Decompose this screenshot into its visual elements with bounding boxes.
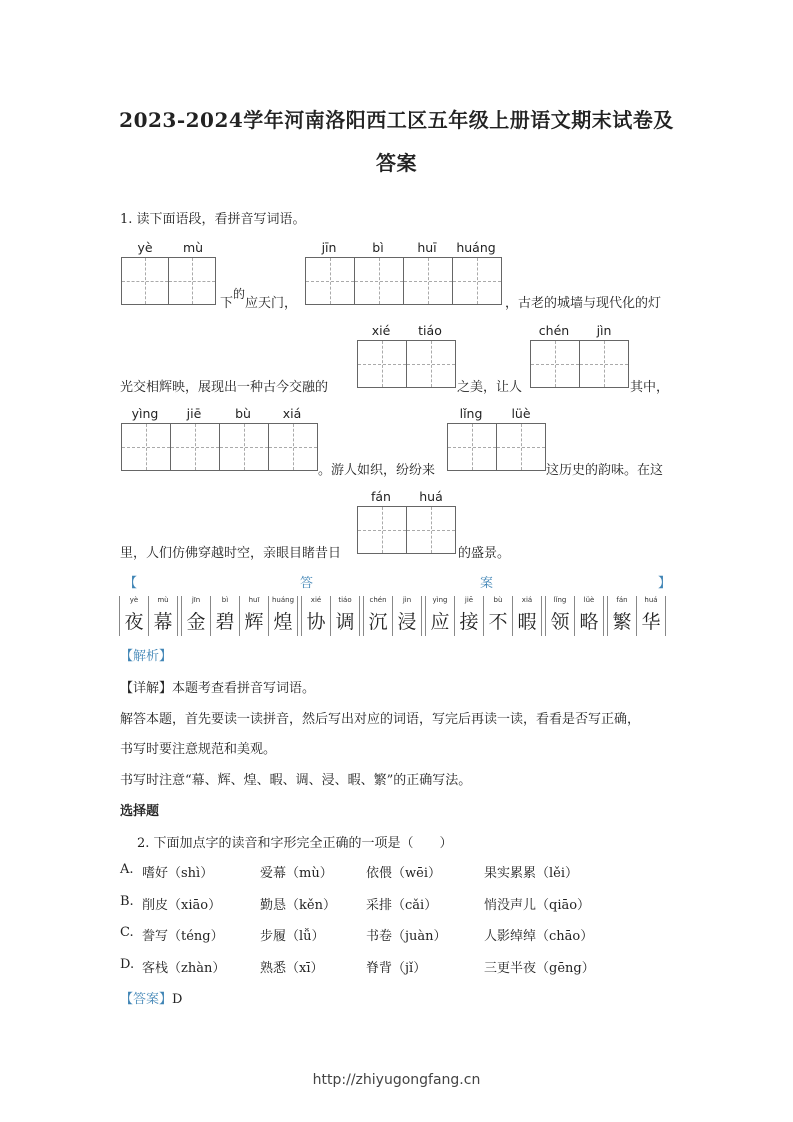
answer-character: 应 [426,608,454,636]
answer-pinyin: tiáo [338,596,352,604]
pinyin: jìn [596,323,612,338]
footer-url: http://zhiyugongfang.cn [312,1072,481,1088]
question-1-prompt: 1. 读下面语段，看拼音写词语。 [120,212,306,227]
option-letter[interactable]: C. [120,925,134,940]
answer-cell [636,596,666,636]
answer-cell [574,596,604,636]
answer-character: 幕 [149,608,177,636]
pinyin: xié [371,323,391,338]
option-item: 勤恳（kěn） [260,898,336,913]
option-item: 三更半夜（gēng） [484,961,595,976]
answer-label: 答 [300,576,314,591]
answer-pinyin: huī [248,596,260,604]
pinyin: xiá [282,406,302,421]
answer-character: 沉 [364,608,392,636]
pinyin: huá [419,489,443,504]
option-letter[interactable]: A. [120,862,134,877]
option-item: 嗜好（shì） [142,866,214,881]
option-item: 依偎（wēi） [366,866,441,881]
option-item: 悄没声儿（qiāo） [484,898,591,913]
text: 。游人如织，纷纷来 [318,463,436,478]
text: 里，人们仿佛穿越时空，亲眼目睹昔日 [120,546,342,561]
answer-character: 调 [331,608,359,636]
answer-pinyin: xiá [521,596,533,604]
answer-cell [268,596,298,636]
analysis-label: 【解析】 [120,649,173,664]
answer-pinyin: fán [616,596,628,604]
answer-pinyin: mù [157,596,169,604]
answer-pinyin: lǐng [553,596,567,604]
answer-pinyin: huá [644,596,658,604]
detail-line: 书写时要注意规范和美观。 [120,742,277,757]
answer-pinyin: jiē [464,596,474,604]
text: 应天门， [245,296,298,311]
option-item: 客栈（zhàn） [142,961,226,976]
answer-2 [120,988,182,1007]
pinyin: yè [137,240,153,255]
answer-label: 案 [480,576,494,591]
answer-word-group [546,596,604,636]
answer-cell [148,596,178,636]
detail-line: 解答本题，首先要读一读拼音，然后写出对应的词语，写完后再读一读，看看是否写正确， [120,712,641,727]
answer-character: 夜 [120,608,148,636]
answer-character: 暇 [513,608,541,636]
writing-grid-7[interactable] [357,506,456,554]
answer-pinyin: xié [310,596,322,604]
answer-character: 协 [302,608,330,636]
option-item: 书卷（juàn） [366,929,447,944]
answer-cell [607,596,637,636]
pinyin: lǐng [459,406,483,421]
answer-bracket-right: 】 [658,576,672,591]
text: 光交相辉映，展现出一种古今交融的 [120,380,329,395]
pinyin: tiáo [418,323,442,338]
pinyin: fán [371,489,391,504]
answer-word-group [182,596,298,636]
answer-pinyin: jìn [402,596,412,604]
answer-pinyin: lüè [583,596,595,604]
answer-word-group [608,596,666,636]
option-item: 果实累累（lěi） [484,866,579,881]
answer-cell [483,596,513,636]
answer-pinyin: huáng [271,596,295,604]
answer-pinyin: yè [129,596,139,604]
answer-character: 辉 [240,608,268,636]
answer-pinyin: bì [221,596,229,604]
writing-grid-1[interactable] [121,257,216,305]
answer-character: 不 [484,608,512,636]
answer-pinyin: jīn [191,596,201,604]
page-title-line2: 答案 [376,151,417,175]
page-title: 2023-2024学年河南洛阳西工区五年级上册语文期末试卷及 [119,108,674,132]
pinyin: lüè [511,406,531,421]
answer-cell [330,596,360,636]
answer-cell [301,596,331,636]
answer-2-label: 【答案】 [120,992,173,1007]
pinyin: huī [417,240,437,255]
option-item: 人影绰绰（chāo） [484,929,594,944]
text: 的盛景。 [458,546,511,561]
text: ，古老的城墙与现代化的灯 [505,296,662,311]
pinyin: huáng [456,240,496,255]
section-heading: 选择题 [120,804,160,819]
answer-character: 略 [575,608,603,636]
pinyin: jiē [186,406,202,421]
answer-character: 领 [546,608,574,636]
answer-cell [425,596,455,636]
pinyin: mù [182,240,204,255]
answer-bracket-left: 【 [124,576,138,591]
pinyin: jīn [321,240,337,255]
answer-word-group [426,596,542,636]
answer-cell [181,596,211,636]
writing-grid-4[interactable] [530,340,629,388]
text: 其中， [630,380,670,395]
option-item: 熟悉（xī） [260,961,324,976]
pinyin: bù [235,406,251,421]
option-item: 采排（cǎi） [366,898,438,913]
detail-line: 【详解】本题考查看拼音写词语。 [120,681,316,696]
text: 下 [220,296,234,311]
answer-character: 金 [182,608,210,636]
pinyin: yìng [131,406,159,421]
option-letter[interactable]: B. [120,894,134,909]
pinyin: chén [538,323,570,338]
option-item: 爱幕（mù） [260,866,333,881]
answer-cell [545,596,575,636]
answer-cell [454,596,484,636]
option-item: 步履（lǚ） [260,929,325,944]
answer-character: 接 [455,608,483,636]
detail-line: 书写时注意“幕、辉、煌、暇、调、浸、暇、繁”的正确写法。 [120,773,472,788]
option-item: 削皮（xiāo） [142,898,222,913]
answer-2-value: D [172,992,183,1007]
answer-cell [210,596,240,636]
answer-character: 繁 [608,608,636,636]
text: 这历史的韵味。在这 [546,463,664,478]
text: 的 [233,287,246,301]
answer-cell [363,596,393,636]
writing-grid-2[interactable] [305,257,502,305]
answer-pinyin: bù [493,596,503,604]
answer-pinyin: chén [369,596,387,604]
answer-word-group [364,596,422,636]
answer-character: 华 [637,608,665,636]
answer-cell [512,596,542,636]
writing-grid-3[interactable] [357,340,456,388]
answer-word-group [302,596,360,636]
text: 之美，让人 [457,380,523,395]
answer-character: 浸 [393,608,421,636]
answer-cell [392,596,422,636]
answer-grid [120,596,670,636]
answer-pinyin: yìng [432,596,448,604]
answer-word-group [120,596,178,636]
question-2-prompt: 2. 下面加点字的读音和字形完全正确的一项是（ ） [137,836,453,851]
answer-cell [239,596,269,636]
answer-character: 碧 [211,608,239,636]
writing-grid-6[interactable] [447,423,546,471]
pinyin: bì [372,240,384,255]
answer-character: 煌 [269,608,297,636]
option-letter[interactable]: D. [120,957,135,972]
option-item: 誊写（téng） [142,929,224,944]
answer-cell [119,596,149,636]
option-item: 脊背（jǐ） [366,961,427,976]
writing-grid-5[interactable] [121,423,318,471]
